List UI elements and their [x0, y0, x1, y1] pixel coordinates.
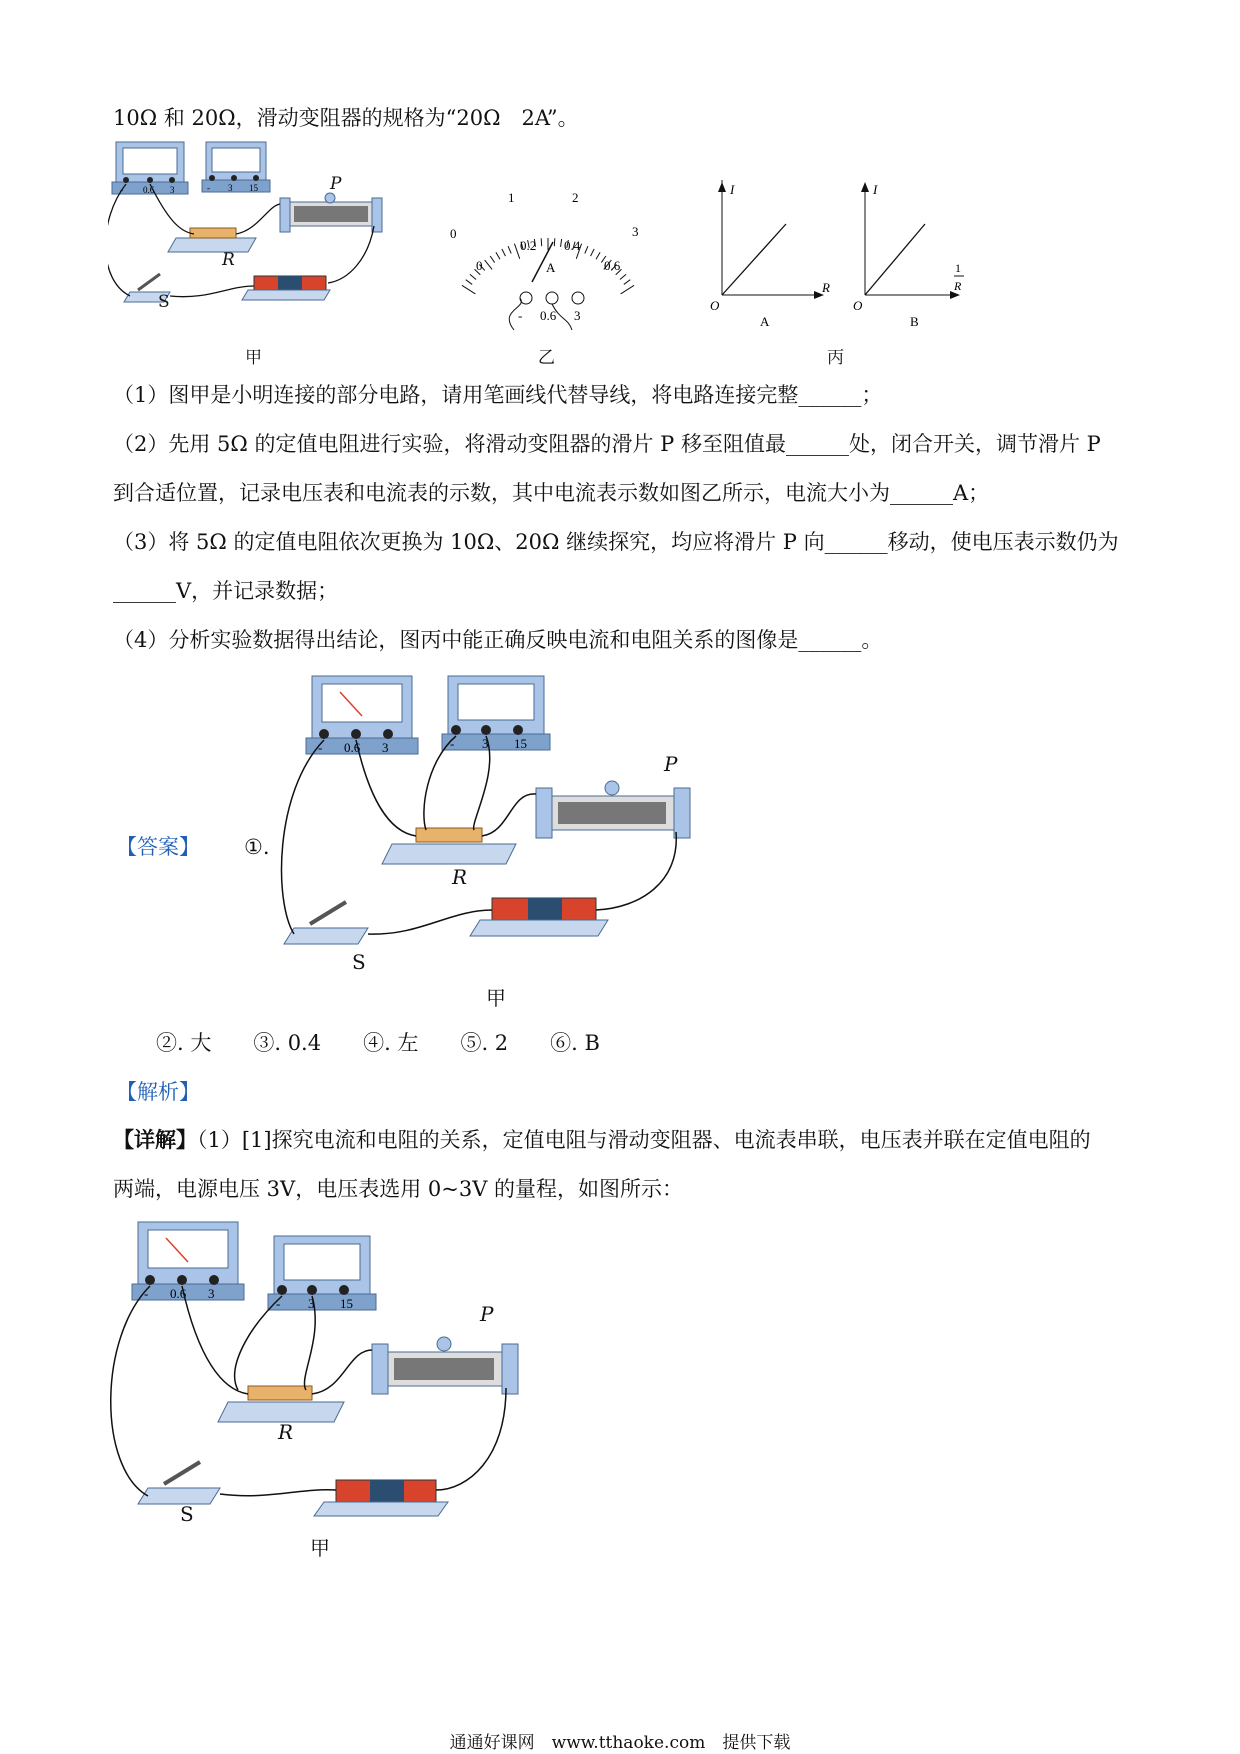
answer-label-S: S: [352, 950, 366, 974]
voltmeter: [202, 142, 270, 192]
graph-A-xlabel: R: [822, 280, 830, 295]
answer-first: ①.: [244, 835, 270, 859]
question-3a: （3）将 5Ω 的定值电阻依次更换为 10Ω、20Ω 继续探究，均应将滑片 P 向______移动，使电压表示数仍为: [113, 530, 1119, 554]
answer-rest: ②. 大 ③. 0.4 ④. 左 ⑤. 2 ⑥. B: [156, 1031, 600, 1055]
dial-inner-0: 0: [476, 258, 483, 273]
dial-tick: [620, 274, 626, 279]
dial-outer-3: 3: [632, 224, 639, 239]
rheostat: [536, 781, 690, 838]
dial-outer-2: 2: [572, 190, 579, 205]
battery: [470, 898, 608, 936]
intro-text: 10Ω 和 20Ω，滑动变阻器的规格为“20Ω 2A”。: [113, 106, 579, 130]
detail-tag: 【详解】: [113, 1127, 197, 1152]
question-3b: ______V，并记录数据；: [113, 579, 339, 603]
answer-voltmeter-15: 15: [514, 736, 527, 751]
detail-voltmeter-3: 3: [308, 1296, 315, 1311]
graph-A-ylabel: I: [730, 182, 735, 197]
figure-answer-circuit: [280, 672, 760, 972]
dial-tick: [621, 285, 635, 294]
graph-B: [861, 182, 964, 299]
question-2a: （2）先用 5Ω 的定值电阻进行实验，将滑动变阻器的滑片 P 移至阻值最______处，闭合开关，调节滑片 P: [113, 432, 1101, 456]
dial-terminal-06: [546, 292, 558, 304]
battery: [242, 276, 330, 300]
figure-bing-graphs: [700, 180, 980, 340]
voltmeter-term-3: 3: [228, 183, 233, 193]
resistor: [382, 828, 516, 864]
dial-terminal-neg: [520, 292, 532, 304]
caption-jia: 甲: [245, 348, 262, 368]
dial-term-06: 0.6: [540, 308, 557, 323]
detail-ammeter-06: 0.6: [170, 1286, 187, 1301]
detail-label-S: S: [180, 1502, 194, 1526]
dial-tick: [490, 256, 495, 263]
ammeter-term-06: 0.6: [143, 185, 155, 195]
graph-B-xlabel-num: 1: [955, 261, 961, 275]
question-1: （1）图甲是小明连接的部分电路，请用笔画线代替导线，将电路连接完整______；: [113, 383, 883, 407]
answer-voltmeter-3: 3: [482, 736, 489, 751]
dial-tick: [462, 285, 476, 294]
question-2b: 到合适位置，记录电压表和电流表的示数，其中电流表示数如图乙所示，电流大小为______A；: [113, 481, 990, 505]
rheostat: [280, 193, 382, 232]
dial-tick: [508, 246, 511, 253]
dial-terminal-3: [572, 292, 584, 304]
detail-ammeter-3: 3: [208, 1286, 215, 1301]
battery: [314, 1480, 448, 1516]
voltmeter: [442, 676, 550, 750]
dial-tick: [561, 239, 562, 247]
answer-voltmeter-neg: -: [450, 736, 455, 751]
answer-ammeter-06: 0.6: [344, 740, 361, 755]
answer-label-P: P: [664, 752, 678, 776]
answer-ammeter-3: 3: [382, 740, 389, 755]
ammeter-term-3: 3: [170, 185, 175, 195]
dial-outer-1: 1: [508, 190, 515, 205]
figure-detail-circuit: [108, 1218, 578, 1518]
graph-A-label: A: [760, 314, 770, 329]
answer-label-R: R: [452, 865, 468, 889]
dial-tick: [585, 246, 588, 253]
detail-line-1: [113, 1125, 1091, 1155]
detail-ammeter-neg: -: [144, 1286, 149, 1301]
detail-label-R: R: [278, 1420, 294, 1444]
voltmeter-term-neg: -: [207, 183, 210, 193]
dial-tick: [470, 274, 476, 279]
resistor: [218, 1386, 344, 1422]
question-4: （4）分析实验数据得出结论，图丙中能正确反映电流和电阻关系的图像是______。: [113, 628, 883, 652]
switch: [138, 1462, 220, 1504]
dial-tick: [541, 238, 542, 246]
dial-unit-A: A: [546, 260, 556, 275]
switch: [284, 902, 368, 944]
dial-tick: [496, 252, 500, 259]
dial-tick: [554, 238, 555, 246]
answer-caption-jia: 甲: [486, 986, 506, 1010]
detail-label-P: P: [480, 1302, 494, 1326]
label-S: S: [158, 292, 170, 312]
dial-tick: [502, 249, 506, 256]
dial-term-3: 3: [574, 308, 581, 323]
detail-voltmeter-neg: -: [276, 1296, 281, 1311]
detail-line-2: 两端，电源电压 3V，电压表选用 0~3V 的量程，如图所示：: [113, 1177, 684, 1201]
detail-text-1: （1）[1]探究电流和电阻的关系，定值电阻与滑动变阻器、电流表串联，电压表并联在定值电阻的: [197, 1128, 1091, 1152]
voltmeter-term-15: 15: [249, 183, 258, 193]
graph-A: [718, 180, 824, 299]
dial-tick: [596, 252, 600, 259]
dial-outer-0: 0: [450, 226, 457, 241]
dial-inner-04: 0.4: [564, 238, 581, 253]
dial-tick: [514, 244, 519, 259]
caption-bing: 丙: [827, 348, 844, 368]
caption-yi: 乙: [538, 348, 555, 368]
dial-tick: [624, 280, 630, 285]
analysis-tag: 【解析】: [116, 1080, 200, 1104]
dial-tick: [466, 280, 472, 285]
page-footer: 通通好课网 www.tthaoke.com 提供下载: [449, 1733, 791, 1753]
dial-inner-06: 0.6: [604, 258, 621, 273]
detail-caption-jia: 甲: [310, 1536, 330, 1560]
ammeter-term-neg: -: [120, 185, 123, 195]
label-P: P: [330, 174, 342, 194]
graph-B-label: B: [910, 314, 919, 329]
graph-B-origin: O: [853, 298, 863, 313]
dial-tick: [590, 249, 594, 256]
label-R: R: [222, 250, 235, 270]
graph-A-origin: O: [710, 298, 720, 313]
rheostat: [372, 1337, 518, 1394]
answer-tag: 【答案】: [116, 835, 200, 859]
figure-yi-ammeter-dial: [448, 190, 658, 340]
answer-ammeter-neg: -: [318, 740, 323, 755]
dial-term-neg: -: [518, 308, 523, 323]
dial-tick: [485, 260, 492, 269]
detail-voltmeter-15: 15: [340, 1296, 353, 1311]
graph-B-xlabel-den: R: [954, 279, 962, 293]
graph-B-ylabel: I: [873, 182, 878, 197]
dial-inner-02: 0.2: [520, 238, 537, 253]
voltmeter: [268, 1236, 376, 1310]
